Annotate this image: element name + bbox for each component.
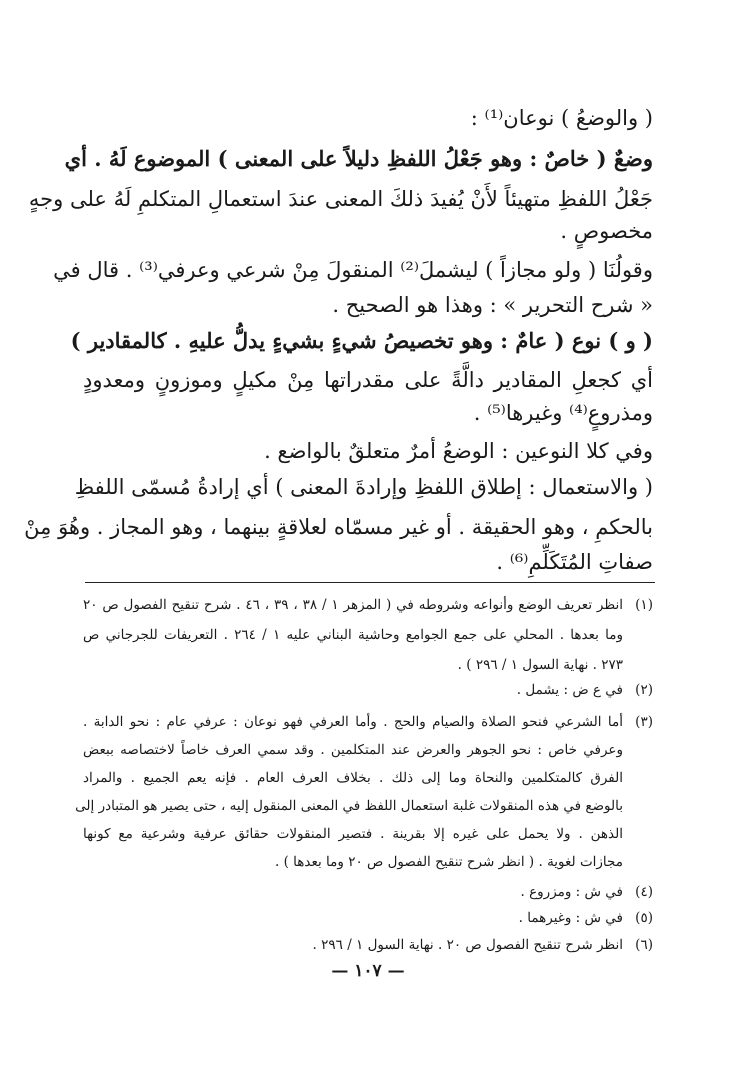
- footnote-text: في ش : وغيرهما .: [518, 910, 623, 926]
- main-line-9: ومذروعٍ⁽⁴⁾ وغيرها⁽⁵⁾ .: [473, 401, 653, 425]
- main-line-12: بالحكمِ ، وهو الحقيقة . أو غير مسمّاه لعلاقةٍ بينهما ، وهو المجاز . وهُوَ مِنْ: [24, 515, 653, 539]
- footnote-2: [83, 677, 653, 703]
- main-line-1: ( والوضعُ ) نوعان⁽¹⁾ :: [470, 106, 653, 130]
- footnote-number: (٥): [635, 910, 653, 926]
- footnote-text: أما الشرعي فنحو الصلاة والصيام والحج . وأما العرفي فهو نوعان : عرفي عام : نحو الدابة .: [83, 714, 623, 730]
- footnote-5: [83, 905, 653, 931]
- footnote-divider: [85, 582, 655, 583]
- footnote-6: [83, 932, 653, 958]
- footnote-number: (١): [635, 597, 653, 613]
- footnote-4: [83, 879, 653, 905]
- footnote-3-line-4: بالوضع في هذه المنقولات غلبة استعمال اللفظ في المعنى المنقول إليه ، حتى يصير هو المتبادر إلى: [75, 798, 623, 814]
- footnote-3-line-1: [83, 709, 653, 735]
- footnote-1-line-2: وما بعدها . المحلي على جمع الجوامع وحاشية البناني عليه ١ / ٢٦٤ . التعريفات للجرجاني ص: [83, 627, 623, 643]
- main-line-2: وضعٌ ( خاصٌ : وهو جَعْلُ اللفظِ دليلاً على المعنى ) الموضوع لَهُ . أي: [64, 146, 653, 171]
- footnote-text: انظر تعريف الوضع وأنواعه وشروطه في ( المزهر ١ / ٣٨ ، ٣٩ ، ٤٦ . شرح تنقيح الفصول ص ٢٠: [83, 597, 623, 613]
- main-line-5: وقولُنَا ( ولو مجازاً ) ليشملَ⁽²⁾ المنقولَ مِنْ شرعي وعرفي⁽³⁾ . قال في: [53, 258, 653, 282]
- main-line-7: ( و ) نوع ( عامٌ : وهو تخصيصُ شيءٍ بشيءٍ يدلُّ عليهِ . كالمقادير ): [70, 328, 653, 353]
- main-line-6: « شرح التحرير » : وهذا هو الصحيح .: [332, 293, 653, 317]
- main-line-4: مخصوصٍ .: [560, 219, 653, 243]
- main-line-8: أي كجعلِ المقادير دالَّةً على مقدراتها مِنْ مكيلٍ وموزونٍ ومعدودٍ: [83, 368, 653, 392]
- footnote-3-line-2: وعرفي خاص : نحو الجوهر والعرض عند المتكلمين . وقد سمي العرف خاصاً لاختصاصه ببعض: [83, 742, 623, 758]
- footnote-text: في ع ض : يشمل .: [516, 682, 623, 698]
- footnote-1-line-1: [83, 592, 653, 618]
- main-line-13: صفاتِ المُتَكَلِّمِ⁽⁶⁾ .: [496, 550, 653, 574]
- footnote-text: في ش : ومزروع .: [520, 884, 623, 900]
- footnote-text: انظر شرح تنقيح الفصول ص ٢٠ . نهاية السول ١ / ٢٩٦ .: [312, 937, 623, 953]
- footnote-number: (٤): [635, 884, 653, 900]
- footnote-3-line-3: الفرق كالمتكلمين والنحاة وما إلى ذلك . بخلاف العرف العام . فإنه يعم الجميع . والمراد: [83, 770, 623, 786]
- footnote-number: (٢): [635, 682, 653, 698]
- footnote-3-line-6: مجازات لغوية . ( انظر شرح تنقيح الفصول ص ٢٠ وما بعدها ) .: [275, 854, 623, 870]
- footnote-number: (٣): [635, 714, 653, 730]
- main-line-11: ( والاستعمال : إطلاق اللفظِ وإرادةَ المعنى ) أي إرادةُ مُسمّى اللفظِ: [74, 475, 653, 499]
- footnote-number: (٦): [635, 937, 653, 953]
- main-line-3: جَعْلُ اللفظِ متهيئاً لأَنْ يُفيدَ ذلكَ المعنى عندَ استعمالِ المتكلمِ لَهُ على وجهٍ: [28, 187, 653, 211]
- footnote-1-line-3: ٢٧٣ . نهاية السول ١ / ٢٩٦ ) .: [457, 657, 623, 673]
- footnote-3-line-5: الذهن . ولا يحمل على غيره إلا بقرينة . فتصير المنقولات حقائق عرفية وشرعية مع كونها: [83, 826, 623, 842]
- page-number: — ١٠٧ —: [331, 961, 405, 981]
- main-line-10: وفي كلا النوعين : الوضعُ أمرٌ متعلقٌ بالواضع .: [264, 439, 653, 463]
